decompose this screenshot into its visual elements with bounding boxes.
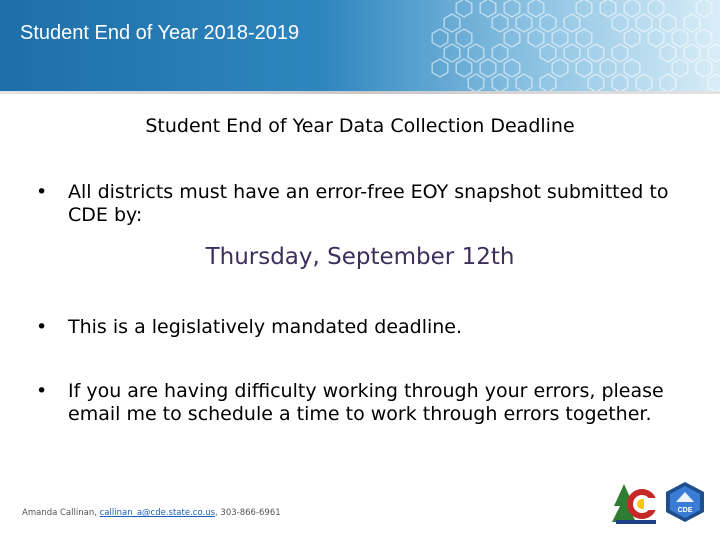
hexagon-shape [540, 44, 556, 62]
hexagon-shape [708, 74, 720, 92]
bullet-text: If you are having difficulty working through your errors, please email me to schedule a time to work through errors together. [68, 380, 664, 425]
footer-contact [22, 508, 281, 518]
slide-header [0, 0, 720, 94]
hexagon-shape [516, 74, 532, 92]
hexagon-shape [444, 14, 460, 32]
hexagon-shape [504, 0, 520, 17]
hexagon-shape [456, 59, 472, 77]
hexagon-shape [492, 14, 508, 32]
hexagon-shape [576, 59, 592, 77]
hexagon-shape [708, 44, 720, 62]
hexagon-shape [600, 59, 616, 77]
hexagon-shape [636, 74, 652, 92]
hexagon-shape [528, 29, 544, 47]
hexagon-shape [672, 59, 688, 77]
hexagon-shape [600, 0, 616, 17]
hexagon-shape [516, 14, 532, 32]
hexagon-shape [456, 29, 472, 47]
hexagon-shape [504, 59, 520, 77]
hexagon-shape [468, 74, 484, 92]
footer-email-link[interactable]: callinan_a@cde.state.co.us [99, 508, 216, 518]
hexagon-shape [564, 14, 580, 32]
header-accent-bar [0, 91, 720, 94]
hexagon-shape [624, 29, 640, 47]
hexagon-shape [552, 59, 568, 77]
hexagon-shape [612, 74, 628, 92]
hexagon-shape [528, 0, 544, 17]
hexagon-shape [660, 74, 676, 92]
hexagon-shape [576, 29, 592, 47]
hexagon-shape [624, 59, 640, 77]
hexagon-shape [696, 59, 712, 77]
hexagon-shape [588, 44, 604, 62]
hexagon-shape [696, 29, 712, 47]
bullet-item-submission [36, 181, 676, 227]
hexagon-shape [432, 59, 448, 77]
hexagon-shape [468, 44, 484, 62]
hexagon-shape [684, 14, 700, 32]
hexagon-shape [576, 0, 592, 17]
cde-logo-label: CDE [677, 507, 693, 514]
hexagon-shape [552, 29, 568, 47]
cde-logo-icon [662, 476, 708, 526]
hexagon-shape [672, 29, 688, 47]
hexagon-shape [636, 14, 652, 32]
hexagon-shape [492, 74, 508, 92]
footer-name: Amanda Callinan, [22, 508, 100, 518]
bullet-text: All districts must have an error-free EOY snapshot submitted to CDE by: [68, 181, 669, 226]
slide-title: Student End of Year 2018-2019 [20, 22, 300, 44]
bullet-text: This is a legislatively mandated deadline. [68, 316, 463, 338]
hexagon-shape [696, 0, 712, 17]
bullet-icon: • [36, 181, 48, 203]
hexagon-shape [588, 74, 604, 92]
hexagon-shape [684, 44, 700, 62]
bullet-item-mandate [36, 316, 676, 339]
hexagon-shape [432, 29, 448, 47]
hexagon-shape [540, 14, 556, 32]
colorado-logo-icon [610, 480, 662, 526]
hexagon-shape [660, 44, 676, 62]
hexagon-shape [660, 14, 676, 32]
hexagon-shape [612, 14, 628, 32]
hexagon-shape [624, 0, 640, 17]
hexagon-shape [612, 44, 628, 62]
deadline-date: Thursday, September 12th [205, 244, 515, 270]
hexagon-shape [444, 44, 460, 62]
hexagon-shape [480, 0, 496, 17]
hexagon-shape [492, 44, 508, 62]
bullet-icon: • [36, 316, 48, 338]
hexagon-shape [564, 44, 580, 62]
hexagon-pattern-decoration [420, 0, 720, 94]
footer-phone: , 303-866-6961 [215, 508, 281, 518]
hexagon-shape [456, 0, 472, 17]
bullet-item-help [36, 380, 676, 426]
hexagon-shape [480, 59, 496, 77]
slide-subtitle: Student End of Year Data Collection Deadline [145, 115, 575, 137]
bullet-icon: • [36, 380, 48, 402]
hexagon-shape [648, 29, 664, 47]
hexagon-shape [648, 0, 664, 17]
hexagon-shape [540, 74, 556, 92]
hexagon-shape [504, 29, 520, 47]
